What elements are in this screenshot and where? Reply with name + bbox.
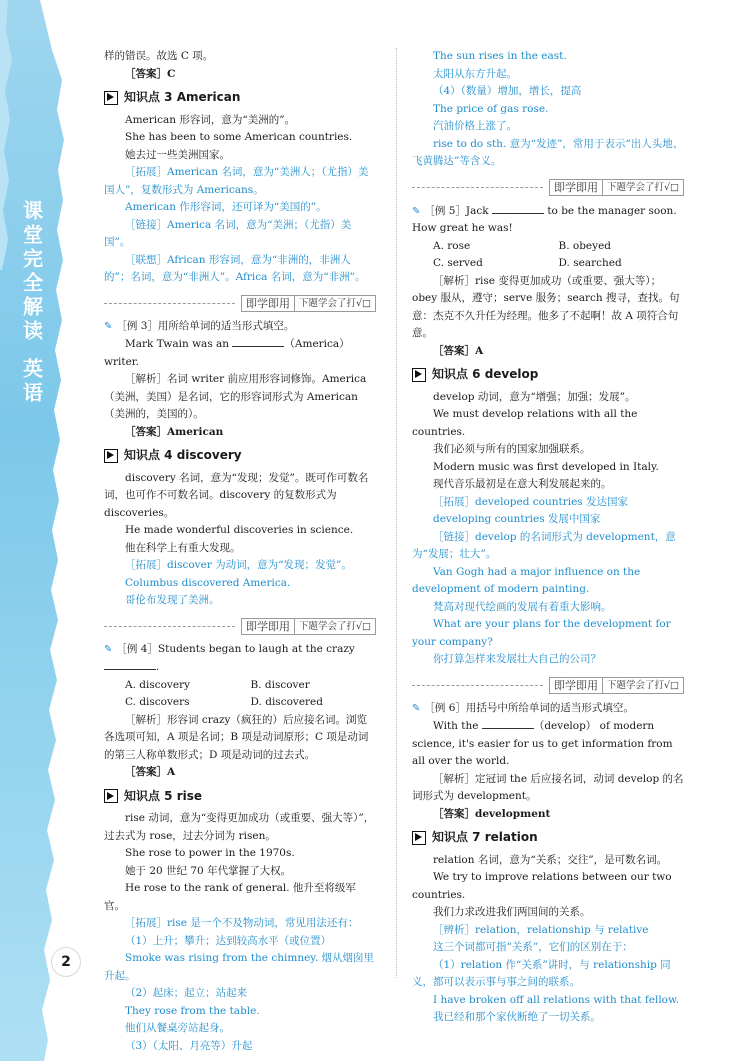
example-6-analysis: ［解析］定冠词 the 后应接名词，动词 develop 的名词形式为 development。 [412, 772, 684, 802]
k5-example-2: He rose to the rank of general. 他升至将级军官。 [104, 882, 356, 912]
k6-extension: ［拓展］developed countries 发达国家 [433, 495, 629, 508]
k4-definition: discovery 名词，意为“发现；发觉”。既可作可数名词，也可作不可数名词。discovery 的复数形式为 discoveries。 [104, 471, 369, 519]
play-triangle-icon [104, 449, 118, 463]
option-c[interactable]: C. discovers [125, 696, 190, 708]
option-d[interactable]: D. searched [558, 257, 622, 269]
intro-answer: ［答案］C [125, 67, 176, 80]
k6-link-example-2-en: What are your plans for the development for your company? [412, 618, 671, 648]
example-3-answer: ［答案］American [125, 425, 224, 438]
k5-usage-4-example-zh: 汽油价格上涨了。 [433, 120, 517, 132]
k6-extension-2: developing countries 发展中国家 [433, 513, 601, 525]
k5-usage-2-example-en: They rose from the table. [125, 1004, 260, 1017]
k5-usage-4: （4）（数量）增加，增长，提高 [433, 85, 582, 97]
k5-phrase: rise to do sth. 意为“发迹”，常用于表示“出人头地、飞黄腾达”等含义。 [412, 137, 684, 167]
example-5-answer: ［答案］A [433, 344, 484, 357]
option-b[interactable]: B. discover [250, 678, 310, 691]
example-4-options [104, 677, 376, 712]
section-heading-k5: 知识点 5 rise [104, 788, 376, 806]
example-4-analysis: ［解析］形容词 crazy（疯狂的）后应接名词。浏览各选项可知，A 项是名词；B 项是动词原形；C 项是动词的第三人称单数形式；D 项是动词的过去式。 [104, 713, 369, 761]
k3-example-en: She has been to some American countries. [125, 131, 353, 143]
example-6-answer: ［答案］development [433, 807, 551, 820]
k6-definition: develop 动词，意为“增强；加强；发展”。 [433, 390, 636, 403]
torn-edge-decoration [0, 0, 64, 1061]
sidebar-title-main: 课堂完全解读 [19, 200, 44, 344]
k6-example-2-en: Modern music was first developed in Italy. [433, 460, 659, 473]
column-divider [396, 48, 397, 978]
answer-blank[interactable] [232, 335, 284, 347]
intro-text: 样的错误。故选 C 项。 [104, 50, 214, 62]
pen-icon: ✎ [104, 320, 113, 332]
k7-distinction-1: （1）relation 作“关系”讲时，与 relationship 同义，都可以表示事与事之间的联系。 [412, 958, 671, 988]
option-a[interactable]: A. discovery [125, 678, 191, 691]
k5-usage-3-example-en: The sun rises in the east. [433, 50, 567, 62]
k6-example-2-zh: 现代音乐最初是在意大利发展起来的。 [433, 478, 612, 490]
k7-example-zh: 我们力求改进我们两国间的关系。 [433, 906, 591, 918]
practice-banner: 即学即用 下题学会了打√□ [104, 295, 376, 312]
k3-extension-2: American 作形容词，还可译为“美国的”。 [125, 201, 327, 213]
example-5-analysis: ［解析］rise 变得更加成功（或重要、强大等）；obey 服从，遵守；serve 服务；search 搜寻，查找。句意：杰克不久升任为经理。他多了不起啊！故 A 项符合句意。 [412, 274, 680, 339]
k3-definition: American 形容词，意为“美洲的”。 [125, 113, 296, 126]
play-triangle-icon [412, 368, 426, 382]
example-3-sentence: Mark Twain was an （America） writer. [104, 335, 376, 371]
k5-usage-3: （3）（太阳、月亮等）升起 [125, 1039, 253, 1052]
example-6-question: ✎ ［例 6］用括号中所给单词的适当形式填空。 [412, 701, 634, 714]
k6-example-1-en: We must develop relations with all the countries. [412, 408, 638, 438]
k7-distinction-1-example-en: I have broken off all relations with that fellow. [433, 993, 680, 1006]
k4-extension-zh: 哥伦布发现了美洲。 [125, 594, 220, 606]
k5-usage-1-example: Smoke was rising from the chimney. 烟从烟囱里升起。 [104, 952, 375, 982]
k4-example-zh: 他在科学上有重大发现。 [125, 541, 241, 554]
section-heading-k4: 知识点 4 discovery [104, 447, 376, 465]
option-c[interactable]: C. served [433, 257, 483, 269]
k7-example-en: We try to improve relations between our two countries. [412, 871, 672, 901]
example-4-question: ✎ ［例 4］Students began to laugh at the crazy . [104, 642, 355, 673]
sidebar [0, 0, 64, 1061]
k5-extension: ［拓展］rise 是一个不及物动词，常见用法还有： [125, 917, 359, 929]
section-heading-k6: 知识点 6 develop [412, 366, 684, 384]
k6-link-example-2-zh: 你打算怎样来发展壮大自己的公司？ [433, 653, 601, 665]
page-number: 2 [52, 948, 80, 976]
section-heading-k3: 知识点 3 American [104, 89, 376, 107]
play-triangle-icon [104, 91, 118, 105]
k5-usage-1: （1）上升；攀升；达到较高水平（或位置） [125, 934, 332, 947]
k7-definition: relation 名词，意为“关系；交往”，是可数名词。 [433, 853, 668, 866]
k6-link: ［链接］develop 的名词形式为 development，意为“发展；壮大”。 [412, 530, 676, 560]
k3-extension: ［拓展］American 名词，意为“美洲人；（尤指）美国人”，复数形式为 Americans。 [104, 166, 369, 196]
k4-extension-en: Columbus discovered America. [125, 576, 291, 589]
left-column [104, 48, 376, 1055]
section-heading-k7: 知识点 7 relation [412, 829, 684, 847]
k5-usage-4-example-en: The price of gas rose. [433, 102, 549, 115]
k7-distinction: ［辨析］relation，relationship 与 relative [433, 923, 649, 936]
example-6-sentence: With the （develop） of modern science, it's easier for us to get information from all over the world. [412, 717, 684, 771]
k5-usage-2-example-zh: 他们从餐桌旁站起身。 [125, 1022, 230, 1034]
play-triangle-icon [412, 831, 426, 845]
answer-blank[interactable] [482, 717, 534, 729]
right-column [412, 48, 684, 1027]
k6-example-1-zh: 我们必须与所有的国家加强联系。 [433, 443, 591, 455]
example-3-analysis: ［解析］名词 writer 前应用形容词修饰。America（美洲，美国）是名词，它的形容词形式为 American（美洲的，美国的）。 [104, 373, 367, 420]
option-d[interactable]: D. discovered [250, 696, 323, 708]
play-triangle-icon [104, 789, 118, 803]
k5-usage-3-example-zh: 太阳从东方升起。 [433, 67, 517, 80]
k5-definition: rise 动词，意为“变得更加成功（或重要、强大等）”，过去式为 rose，过去分词为 risen。 [104, 812, 375, 842]
k5-example-zh: 她于 20 世纪 70 年代掌握了大权。 [125, 864, 292, 877]
k6-link-example-1-zh: 梵高对现代绘画的发展有着重大影响。 [433, 600, 612, 613]
example-3-question: ✎ ［例 3］用所给单词的适当形式填空。 [104, 319, 295, 332]
sidebar-title [18, 200, 47, 406]
sidebar-title-subject: 英语 [19, 358, 44, 406]
answer-blank[interactable] [492, 202, 544, 214]
k3-link: ［链接］America 名词，意为“美洲；（尤指）美国”。 [104, 218, 352, 248]
k3-example-zh: 她去过一些美洲国家。 [125, 148, 230, 161]
k7-distinction-1-example-zh: 我已经和那个家伙断绝了一切关系。 [433, 1011, 601, 1023]
pen-icon: ✎ [412, 205, 421, 217]
pen-icon: ✎ [104, 643, 113, 655]
example-4-answer: ［答案］A [125, 766, 176, 778]
k4-example-en: He made wonderful discoveries in science. [125, 524, 354, 536]
pen-icon: ✎ [412, 702, 421, 714]
k5-example-en: She rose to power in the 1970s. [125, 847, 295, 859]
practice-banner: 即学即用 下题学会了打√□ [412, 179, 684, 196]
k5-usage-2: （2）起床；起立；站起来 [125, 987, 248, 999]
answer-blank[interactable] [104, 658, 156, 670]
k3-association: ［联想］African 形容词，意为“非洲的，非洲人的”；名词，意为“非洲人”。Africa 名词，意为“非洲”。 [104, 253, 366, 283]
k4-extension: ［拓展］discover 为动词，意为“发现；发觉”。 [125, 559, 352, 571]
example-5-question: ✎ ［例 5］Jack to be the manager soon. How great he was! [412, 202, 684, 238]
k6-link-example-1-en: Van Gogh had a major influence on the development of modern painting. [412, 565, 641, 595]
example-5-options [412, 238, 684, 273]
practice-banner: 即学即用 下题学会了打√□ [412, 677, 684, 694]
option-b[interactable]: B. obeyed [558, 239, 612, 252]
k7-distinction-intro: 这三个词都可指“关系”，它们的区别在于： [433, 941, 633, 953]
practice-banner: 即学即用 下题学会了打√□ [104, 618, 376, 635]
option-a[interactable]: A. rose [433, 239, 471, 252]
